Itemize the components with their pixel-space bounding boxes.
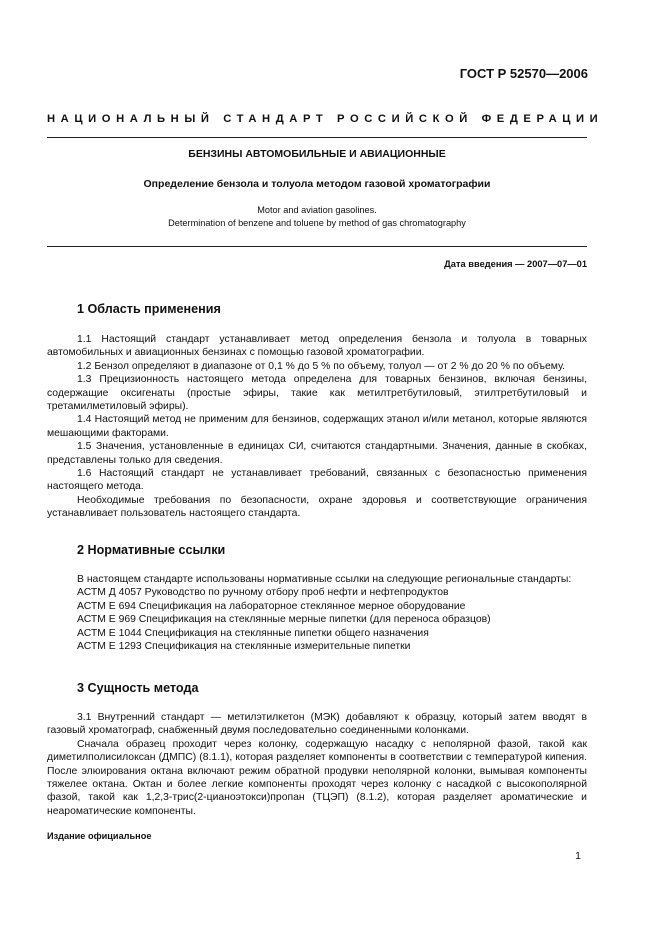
page-number: 1	[575, 850, 581, 862]
paragraph-1-5: 1.5 Значения, установленные в единицах СИ, считаются стандартными. Значения, данные в скобках, представлены только для сведения.	[47, 441, 587, 466]
title-ru-sub: Определение бензола и толуола методом газовой хроматографии	[143, 178, 491, 190]
official-edition-label: Издание официальное	[47, 831, 152, 841]
reference-item: АСТМ Е 694 Спецификация на лабораторное стеклянное мерное оборудование	[77, 600, 466, 612]
reference-item: АСТМ Е 1044 Спецификация на стеклянные пипетки общего назначения	[77, 627, 429, 639]
paragraph-1-safety: Необходимые требования по безопасности, охране здоровья и соответствующие ограничения устанавливает пользователь настоящего стандарта.	[47, 494, 587, 520]
reference-item: АСТМ Д 4057 Руководство по ручному отбору проб нефти и нефтепродуктов	[77, 587, 449, 599]
section-1-body	[47, 333, 587, 521]
section-1-heading: 1 Область применения	[77, 302, 221, 316]
paragraph-1-3: 1.3 Прецизионность настоящего метода определена для товарных бензинов, включая бензины, содержащие оксигенаты (простые эфиры, такие как метилтретбутиловый, этилтретбутиловый и третамилметиловый эфиры).	[47, 374, 587, 413]
paragraph-1-2: 1.2 Бензол определяют в диапазоне от 0,1 % до 5 % по объему, толуол — от 2 % до 20 % по объему.	[77, 360, 566, 372]
title-en-line1: Motor and aviation gasolines.	[257, 205, 377, 215]
references-intro: В настоящем стандарте использованы нормативные ссылки на следующие региональные стандарты:	[77, 574, 572, 585]
paragraph-1-4: 1.4 Настоящий метод не применим для бензинов, содержащих этанол и/или метанол, которые являются мешающими факторами.	[47, 414, 587, 439]
section-3-body	[47, 711, 587, 818]
reference-item: АСТМ Е 969 Спецификация на стеклянные мерные пипетки (для переноса образцов)	[77, 614, 491, 626]
document-number: ГОСТ Р 52570—2006	[459, 66, 588, 81]
section-3-heading: 3 Сущность метода	[77, 681, 199, 695]
section-2-body	[47, 573, 587, 653]
paragraph-1-1: 1.1 Настоящий стандарт устанавливает метод определения бензола и толуола в товарных автомобильных и авиационных бензинах с помощью газовой хроматографии.	[47, 334, 587, 359]
section-2-heading: 2 Нормативные ссылки	[77, 543, 226, 557]
paragraph-3-2: Сначала образец проходит через колонку, содержащую насадку с неполярной фазой, такой как диметилполисилоксан (ДМПС) (8.1.1), которая разделяет компоненты в соответствии с температурой кипения. После элюирования октана включают режим обратной продувки неполярной колонки, вымывая компоненты тяжелее октана. Октан и более легкие компоненты проходят через колонку с насадкой с высокополярной фазой, такой как 1,2,3-трис(2-цианоэтокси)пропан (ТЦЭП) (8.1.2), которая разделяет ароматические и неароматические компоненты.	[47, 738, 587, 817]
paragraph-1-6: 1.6 Настоящий стандарт не устанавливает требований, связанных с безопасностью применения настоящего метода.	[47, 468, 587, 493]
title-ru-main: БЕНЗИНЫ АВТОМОБИЛЬНЫЕ И АВИАЦИОННЫЕ	[188, 148, 446, 160]
reference-item: АСТМ Е 1293 Спецификация на стеклянные измерительные пипетки	[77, 641, 411, 653]
header-rule	[47, 137, 587, 138]
national-standard-banner: НАЦИОНАЛЬНЫЙ СТАНДАРТ РОССИЙСКОЙ ФЕДЕРАЦИИ	[47, 113, 604, 125]
introduction-date: Дата введения — 2007—07—01	[444, 259, 587, 269]
title-en-line2: Determination of benzene and toluene by method of gas chromatography	[168, 218, 466, 228]
paragraph-3-1: 3.1 Внутренний стандарт — метилэтилкетон (МЭК) добавляют к образцу, который затем вводят в газовый хроматограф, снабженный двумя последовательно соединенными колонками.	[47, 712, 587, 737]
title-rule	[47, 246, 587, 247]
